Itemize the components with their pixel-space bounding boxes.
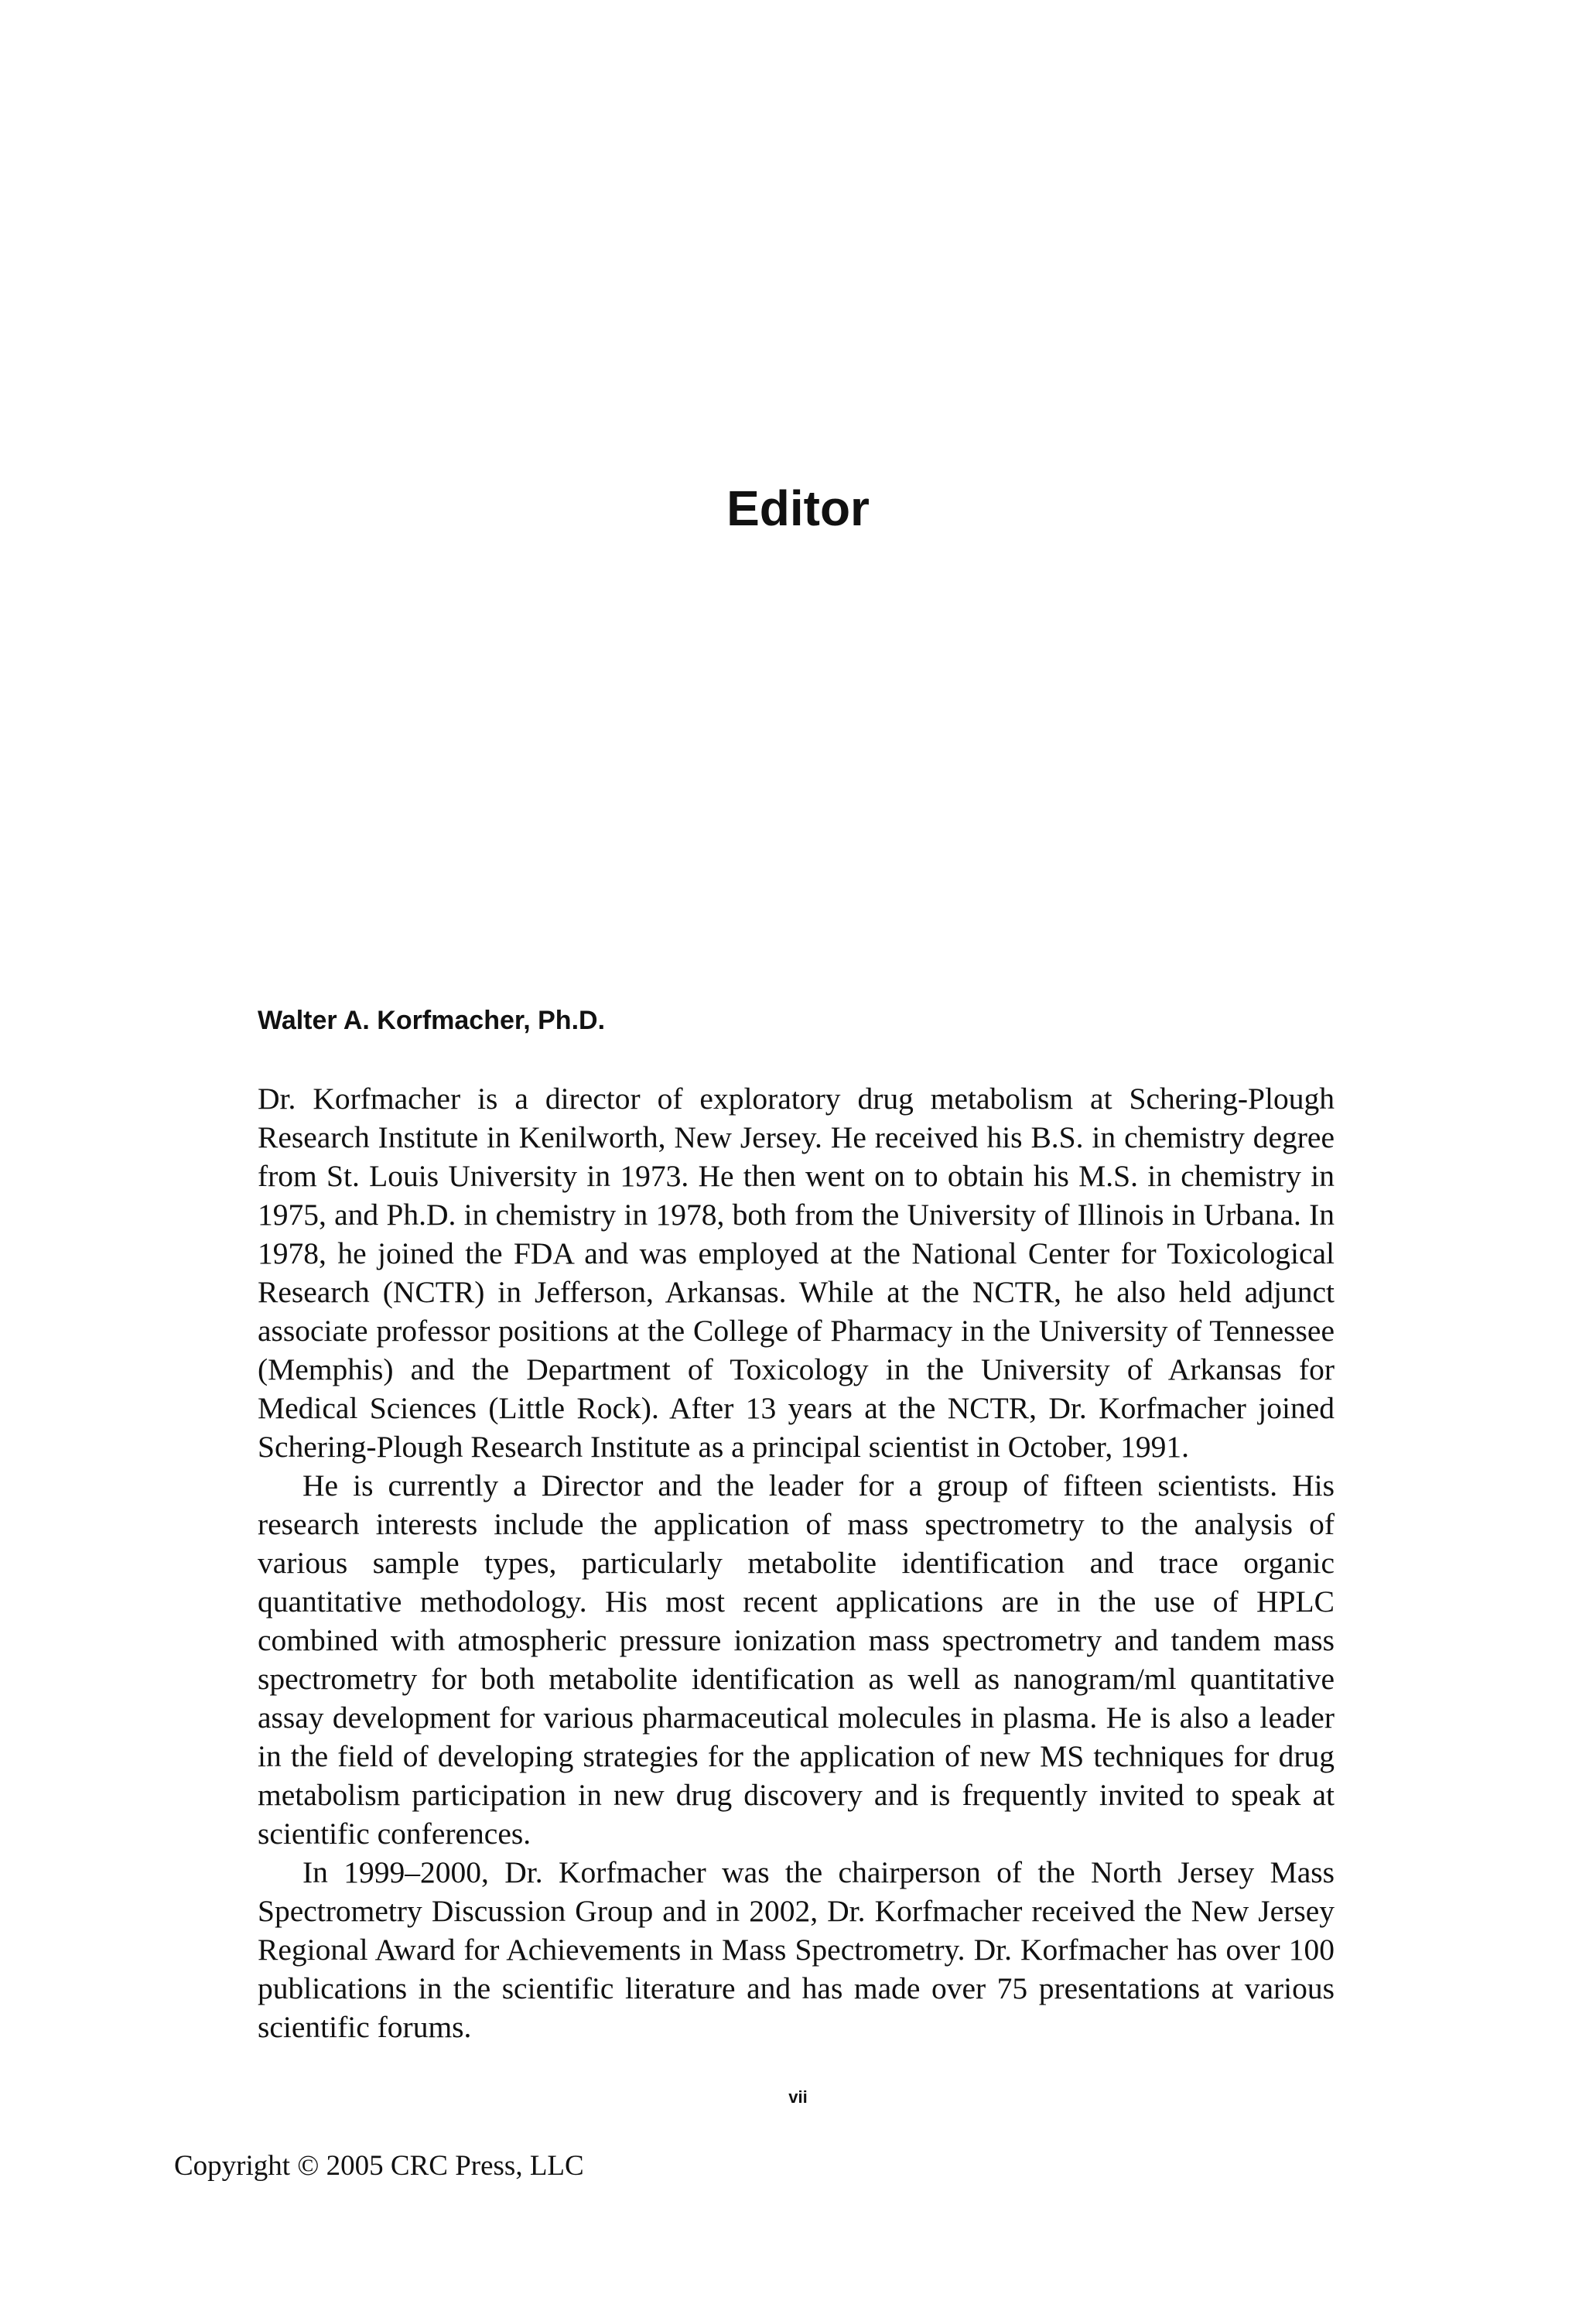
copyright-notice: Copyright © 2005 CRC Press, LLC	[174, 2150, 584, 2182]
page-number: vii	[788, 2087, 808, 2107]
bio-paragraph: In 1999–2000, Dr. Korfmacher was the chairperson of the North Jersey Mass Spectrometry Discussion Group and in 2002, Dr. Korfmacher received the New Jersey Regional Award for Achievements in Mass Spectrometry. Dr. Korfmacher has over 100 publications in the scientific literature and has made over 75 presentations at various scientific forums.	[258, 1855, 1335, 2044]
biography	[258, 1079, 1335, 2046]
bio-paragraph: Dr. Korfmacher is a director of exploratory drug metabolism at Schering-Plough Research Institute in Kenilworth, New Jersey. He received his B.S. in chemistry degree from St. Louis University in 1973. He then went on to obtain his M.S. in chemistry in 1975, and Ph.D. in chemistry in 1978, both from the University of Illinois in Urbana. In 1978, he joined the FDA and was employed at the National Center for Toxicological Research (NCTR) in Jefferson, Arkansas. While at the NCTR, he also held adjunct associate professor positions at the College of Pharmacy in the University of Tennessee (Memphis) and the Department of Toxicology in the University of Arkansas for Medical Sciences (Little Rock). After 13 years at the NCTR, Dr. Korfmacher joined Schering-Plough Research Institute as a principal scientist in October, 1991.	[258, 1082, 1335, 1464]
page-title: Editor	[726, 480, 870, 536]
author-name: Walter A. Korfmacher, Ph.D.	[258, 1006, 606, 1035]
bio-paragraph: He is currently a Director and the leader for a group of fifteen scientists. His research interests include the application of mass spectrometry to the analysis of various sample types, particularly metabolite identification and trace organic quantitative methodology. His most recent applications are in the use of HPLC combined with atmospheric pressure ionization mass spectrometry and tandem mass spectrometry for both metabolite identification as well as nanogram/ml quantitative assay development for various pharmaceutical molecules in plasma. He is also a leader in the field of developing strategies for the application of new MS techniques for drug metabolism participation in new drug discovery and is frequently invited to speak at scientific conferences.	[258, 1468, 1335, 1851]
